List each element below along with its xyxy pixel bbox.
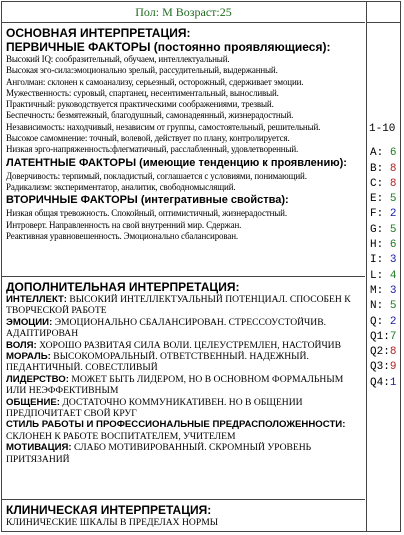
additional-item-label: ВОЛЯ: [6,339,37,351]
scale-factor: Q4: [370,376,390,389]
scale-value: 7 [389,330,397,343]
clinical-interpretation-text: КЛИНИЧЕСКИЕ ШКАЛЫ В ПРЕДЕЛАХ НОРМЫ [6,517,219,528]
scale-row [367,223,401,238]
additional-item-label: МОРАЛЬ: [6,351,51,363]
additional-item-label: СТИЛЬ РАБОТЫ И ПРОФЕССИОНАЛЬНЫЕ ПРЕДРАСПОЛОЖЕННОСТИ: [6,419,346,431]
additional-item-text: ВЫСОКОМОРАЛЬНЫЙ. ОТВЕТСТВЕННЫЙ. НАДЕЖНЫЙ. ПЕДАНТИЧНЫЙ. СОВЕСТЛИВЫЙ [6,351,309,374]
additional-item-text: ДОСТАТОЧНО КОММУНИКАТИВЕН. НО В ОБЩЕНИИ ПРЕДПОЧИТАЕТ СВОЙ КРУГ [6,396,303,420]
primary-factors-title: ПЕРВИЧНЫЕ ФАКТОРЫ (постоянно проявляющиеся): [6,40,331,54]
additional-item-label: МОТИВАЦИЯ: [6,442,72,454]
primary-factor-line: Анголман: склонен к самоанализу, серьезный, осторожный, сдерживает эмоции. [6,76,304,87]
scale-value: 4 [389,269,397,282]
scale-spacer [383,178,390,190]
scale-row [367,299,401,314]
primary-factor-line: Высокое самомнение: точный, волевой, действует по плану, контролируется. [6,133,290,144]
basic-interpretation-section [2,23,365,277]
scale-factor: Q1: [370,330,390,343]
scale-factor: Q2: [370,346,390,359]
scale-value: 9 [389,361,397,374]
clinical-interpretation-title: КЛИНИЧЕСКАЯ ИНТЕРПРЕТАЦИЯ: [6,503,212,517]
scale-spacer [383,208,390,220]
scale-row [367,207,401,222]
additional-item-text: МОЖЕТ БЫТЬ ЛИДЕРОМ, НО В ОСНОВНОМ ФОРМАЛЬНЫМ ИЛИ НЕЭФФЕКТИВНЫМ [6,373,344,397]
scale-row [367,238,401,253]
scale-spacer [383,239,390,251]
primary-factors-list [6,54,362,156]
report-header: Пол: М Возраст:25 [2,2,365,23]
scale-value: 8 [389,162,397,175]
scale-factor: I: [370,254,384,267]
scale-value: 2 [389,315,397,328]
scale-factor: F: [370,208,384,221]
report-frame [1,1,401,532]
scale-value: 2 [389,208,397,221]
additional-item [6,351,362,374]
scales-list [367,122,401,391]
secondary-factor-line: Реактивная уравновешенность. Эмоционально сбалансирован. [6,230,238,241]
additional-item-text: ЭМОЦИОНАЛЬНО СБАЛАНСИРОВАН. СТРЕССОУСТОЙЧИВ. АДАПТИРОВАН [6,316,327,340]
scale-row [367,269,401,284]
scale-row [367,162,401,177]
scale-value: 1 [389,376,397,389]
basic-interpretation-title: ОСНОВНАЯ ИНТЕРПРЕТАЦИЯ: [6,26,191,40]
latent-factor-line: Радикализм: экспериментатор, аналитик, свободномыслящий. [6,181,236,192]
clinical-interpretation-section [2,501,365,531]
scale-factor: C: [370,177,384,190]
scale-spacer [383,163,390,175]
latent-factors-list [6,171,362,194]
additional-item [6,397,362,420]
additional-item [6,294,362,317]
additional-item-text: СЛАБО МОТИВИРОВАННЫЙ. СКРОМНЫЙ УРОВЕНЬ ПРИТЯЗАНИЙ [6,442,312,465]
scale-factor: Q3: [370,361,390,374]
additional-item [6,317,362,340]
scale-spacer [383,254,390,266]
scale-factor: G: [370,223,384,236]
scale-row [367,315,401,330]
secondary-factors-title: ВТОРИЧНЫЕ ФАКТОРЫ (интегративные свойства): [6,194,289,207]
scale-spacer [383,147,390,159]
scale-value: 5 [389,193,397,206]
latent-factor-line: Доверчивость: терпимый, покладистый, соглашается с условиями, понимающий. [6,170,307,181]
scale-factor: A: [370,147,384,160]
secondary-factors-list [6,208,362,242]
additional-item-text: ВЫСОКИЙ ИНТЕЛЛЕКТУАЛЬНЫЙ ПОТЕНЦИАЛ. СПОСОБЕН К ТВОРЧЕСКОЙ РАБОТЕ [6,294,351,317]
scale-value: 6 [389,147,397,160]
scale-spacer [383,316,390,328]
scale-range: 1-10 [369,123,396,135]
additional-interpretation-title: ДОПОЛНИТЕЛЬНАЯ ИНТЕРПРЕТАЦИЯ: [6,280,240,294]
additional-item-label: ИНТЕЛЛЕКТ: [6,294,67,305]
scale-value: 3 [389,284,397,297]
secondary-factor-line: Интроверт. Направленность на свой внутренний мир. Сдержан. [6,219,242,230]
scale-factor: Q: [370,315,384,328]
scale-value: 8 [389,346,397,359]
additional-item [6,442,362,465]
scale-row [367,177,401,192]
primary-factor-line: Высокий IQ: сообразительный, обучаем, интеллектуальный. [6,54,230,64]
primary-factor-line: Высокая эго-сила:эмоционально зрелый, рассудительный, выдержанный. [6,65,278,76]
scale-factor: M: [370,284,384,297]
secondary-factor-line: Низкая общая тревожность. Спокойный, оптимистичный, жизнерадостный. [6,208,287,219]
scale-spacer [383,224,390,236]
scale-value: 5 [389,223,397,236]
scale-row [367,284,401,299]
additional-item [6,374,362,397]
additional-interpretation-section [2,278,365,500]
scale-factor: E: [370,193,384,206]
scale-row [367,146,401,161]
scale-value: 6 [389,239,397,252]
scale-row [367,330,401,345]
primary-factor-line: Практичный: руководствуется практическими соображениями, трезвый. [6,99,274,110]
scale-factor: N: [370,300,384,313]
scale-row [367,345,401,360]
scale-spacer [383,270,390,282]
additional-item-text: СКЛОНЕН К РАБОТЕ ВОСПИТАТЕЛЕМ, УЧИТЕЛЕМ [6,430,236,442]
primary-factor-line: Независимость: находчивый, независим от группы, самостоятельный, решительный. [6,121,321,132]
scale-value: 3 [389,254,397,267]
scale-value: 8 [389,177,397,190]
scales-column [366,2,401,531]
additional-item-label: ОБЩЕНИЕ: [6,396,60,408]
additional-item-text: ХОРОШО РАЗВИТАЯ СИЛА ВОЛИ. ЦЕЛЕУСТРЕМЛЕН, НАСТОЙЧИВ [39,339,342,351]
scale-spacer [383,285,390,297]
primary-factor-line: Мужественность: суровый, спартанец, несентиментальный, выносливый. [6,87,279,98]
scale-row [367,360,401,375]
scale-factor: L: [370,269,384,282]
scale-spacer [383,300,390,312]
scale-row [367,376,401,391]
scale-spacer [383,193,390,205]
scale-factor: B: [370,162,384,175]
additional-item-label: ЭМОЦИИ: [6,316,53,328]
additional-item-label: ЛИДЕРСТВО: [6,373,69,385]
scales-header [367,2,401,23]
scale-row [367,192,401,207]
scale-value: 5 [389,300,397,313]
latent-factors-title: ЛАТЕНТНЫЕ ФАКТОРЫ (имеющие тенденцию к проявлению): [6,156,347,169]
scale-factor: H: [370,239,384,252]
additional-item [6,340,362,351]
primary-factor-line: Беспечность: безмятежный, благодушный, самонадеянный, жизнерадостный. [6,110,294,121]
scale-rows [367,146,401,391]
additional-item [6,419,362,442]
scale-row [367,253,401,268]
primary-factor-line: Низкая эрго-напряженность:флегматичный, расслабленный, удовлетворенный. [6,144,299,155]
report-left-column [2,2,365,531]
